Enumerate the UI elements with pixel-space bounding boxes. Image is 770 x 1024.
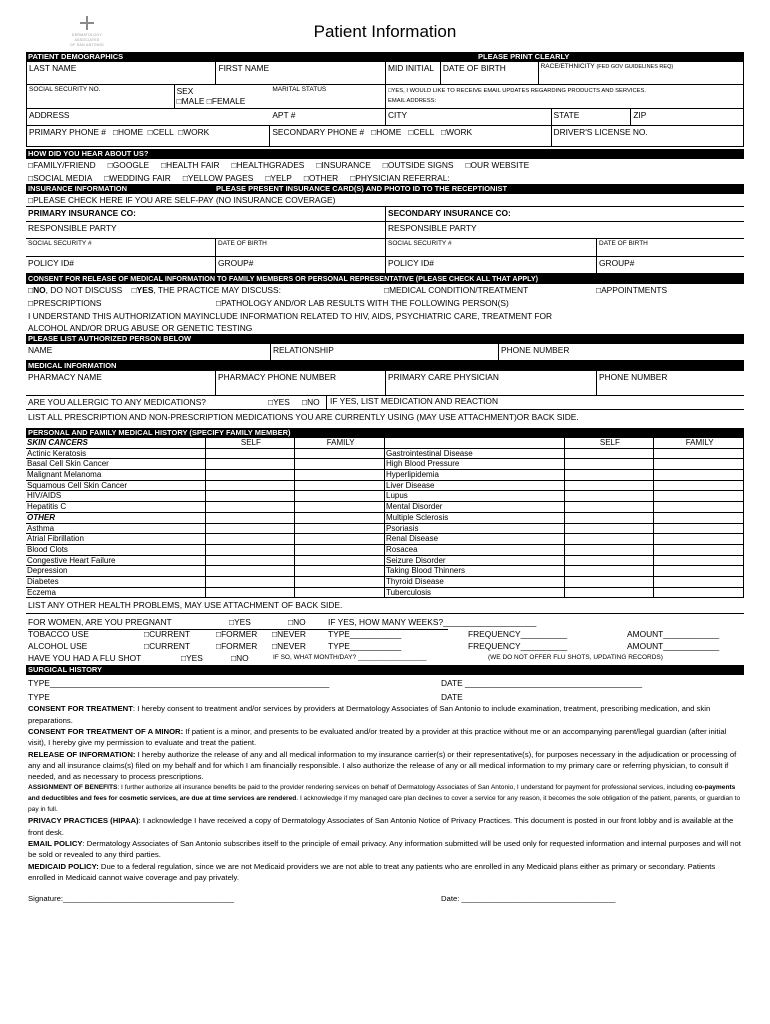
self-checkbox-cell[interactable] xyxy=(206,502,296,513)
family-member-cell[interactable] xyxy=(654,502,744,513)
hear-option-checkbox[interactable]: □ HEALTHGRADES xyxy=(232,160,305,170)
legal-text xyxy=(26,703,744,909)
ssn-field[interactable]: SOCIAL SECURITY NO. xyxy=(29,86,101,93)
history-row xyxy=(26,545,385,556)
family-member-cell[interactable] xyxy=(295,577,385,588)
history-row xyxy=(385,513,744,524)
self-checkbox-cell[interactable] xyxy=(565,491,655,502)
history-row xyxy=(385,481,744,492)
family-member-cell[interactable] xyxy=(295,491,385,502)
allergy-yes-checkbox[interactable]: □ YES xyxy=(268,396,290,409)
authorization-note-2: ALCOHOL AND/OR DRUG ABUSE OR GENETIC TESTING xyxy=(28,323,253,333)
surgery-type-2-field[interactable]: TYPE xyxy=(28,692,50,703)
surgery-date-2-field[interactable]: DATE xyxy=(441,692,463,703)
family-member-cell[interactable] xyxy=(295,449,385,460)
self-checkbox-cell[interactable] xyxy=(565,577,655,588)
tobacco-amount-field[interactable]: AMOUNT____________ xyxy=(627,629,720,640)
pregnant-question: FOR WOMEN, ARE YOU PREGNANT xyxy=(28,617,172,628)
history-row xyxy=(26,481,385,492)
secondary-ssn-field[interactable]: SOCIAL SECURITY # xyxy=(385,239,596,256)
demographics-header xyxy=(26,52,744,62)
family-member-cell[interactable] xyxy=(295,545,385,556)
first-name-field[interactable]: FIRST NAME xyxy=(215,62,385,84)
family-member-cell[interactable] xyxy=(654,566,744,577)
self-checkbox-cell[interactable] xyxy=(206,534,296,545)
history-row xyxy=(385,470,744,481)
family-member-cell[interactable] xyxy=(295,502,385,513)
self-checkbox-cell[interactable] xyxy=(206,556,296,567)
family-member-cell[interactable] xyxy=(654,459,744,470)
marital-status-field[interactable]: MARITAL STATUS xyxy=(272,86,327,93)
pharmacy-name-field[interactable]: PHARMACY NAME xyxy=(28,372,102,382)
hear-option-checkbox[interactable]: □ OUTSIDE SIGNS xyxy=(383,160,454,170)
primary-ssn-field[interactable]: SOCIAL SECURITY # xyxy=(28,240,92,247)
history-row xyxy=(385,534,744,545)
tobacco-frequency-field[interactable]: FREQUENCY__________ xyxy=(468,629,568,640)
surgical-header: SURGICAL HISTORY xyxy=(26,665,744,675)
condition-label: Mental Disorder xyxy=(385,502,565,513)
hear-option-checkbox[interactable]: □ PHYSICIAN REFERRAL: xyxy=(350,173,450,183)
history-right-column xyxy=(385,438,744,598)
condition-label: High Blood Pressure xyxy=(385,459,565,470)
history-row xyxy=(385,545,744,556)
email-updates-checkbox[interactable]: □ YES, I WOULD LIKE TO RECEIVE EMAIL UPDATES REGARDING PRODUCTS AND SERVICES. xyxy=(388,86,741,96)
tobacco-type-field[interactable]: TYPE___________ xyxy=(328,629,402,640)
condition-label: Eczema xyxy=(26,588,206,599)
consent-treatment-paragraph: CONSENT FOR TREATMENT: I hereby consent to treatment and/or services by providers at Dermatology Associates of San Antonio to include examination, treatment, prescribing medication, and skin preparations. xyxy=(28,704,711,725)
condition-label: Renal Disease xyxy=(385,534,565,545)
medicaid-paragraph: MEDICAID POLICY: Due to a federal regulation, since we are not Medicaid providers we are not able to treat any patients who are enrolled in any Medicaid plans either as primary or secondary. Patients enrolled in Medicaid cannot waive coverage and pay privately. xyxy=(28,861,716,882)
history-row xyxy=(385,491,744,502)
hear-header: HOW DID YOU HEAR ABOUT US? xyxy=(26,149,744,159)
prescriptions-checkbox[interactable]: □ PRESCRIPTIONS xyxy=(28,298,101,308)
secondary-cell-checkbox[interactable]: □ CELL xyxy=(408,127,434,137)
pregnant-no-checkbox[interactable]: □ NO xyxy=(288,617,306,627)
medications-list-field[interactable]: LIST ALL PRESCRIPTION AND NON-PRESCRIPTION MEDICATIONS YOU ARE CURRENTLY USING (MAY USE ATTACHMENT)OR BACK SIDE. xyxy=(28,412,579,422)
family-member-cell[interactable] xyxy=(295,566,385,577)
family-member-cell[interactable] xyxy=(295,524,385,535)
appointments-checkbox[interactable]: □ APPOINTMENTS xyxy=(596,285,667,296)
secondary-insurance-field[interactable]: SECONDARY INSURANCE CO: xyxy=(385,207,744,221)
hear-option-checkbox[interactable]: □ OUR WEBSITE xyxy=(465,160,529,170)
condition-label: Multiple Sclerosis xyxy=(385,513,565,524)
self-checkbox-cell[interactable] xyxy=(206,481,296,492)
consent-minor-paragraph: CONSENT FOR TREATMENT OF A MINOR: If patient is a minor, and presents to be evaluated and/or treated by a provider at this practice without me or an accompanying parent/legal guardian (after initial visit), I hereby give my permission to evaluate and treat the patient. xyxy=(28,726,727,748)
condition-group-label: SKIN CANCERS xyxy=(26,438,206,449)
secondary-policy-field[interactable]: POLICY ID# xyxy=(385,257,596,273)
date-field[interactable]: Date: ____________________________________ xyxy=(441,894,616,904)
release-options-row-2 xyxy=(26,297,744,310)
state-field[interactable]: STATE xyxy=(551,109,631,125)
history-row xyxy=(26,459,385,470)
family-member-cell[interactable] xyxy=(295,588,385,599)
hear-options-row-2 xyxy=(26,172,744,184)
flu-date-field[interactable]: IF SO, WHAT MONTH/DAY? ___________________ xyxy=(273,654,427,662)
page-title: Patient Information xyxy=(313,22,457,41)
license-field[interactable]: DRIVER'S LICENSE NO. xyxy=(551,126,743,146)
race-field[interactable]: RACE/ETHNICITY (FED GOV GUIDELINES REQ) xyxy=(538,62,743,84)
family-member-cell[interactable] xyxy=(654,534,744,545)
surgery-type-1-field[interactable]: TYPE____________________________________________________________ xyxy=(28,678,330,689)
condition-label: Squamous Cell Skin Cancer xyxy=(26,481,206,492)
family-member-cell[interactable] xyxy=(654,577,744,588)
authorized-phone-field[interactable]: PHONE NUMBER xyxy=(498,344,744,360)
history-header: PERSONAL AND FAMILY MEDICAL HISTORY (SPECIFY FAMILY MEMBER) xyxy=(26,428,744,438)
signature-row xyxy=(28,889,742,909)
sex-field: SEX □ MALE □ FEMALE xyxy=(174,85,271,108)
family-member-cell[interactable] xyxy=(654,524,744,535)
authorized-header: PLEASE LIST AUTHORIZED PERSON BELOW xyxy=(26,334,744,344)
assignment-paragraph: ASSIGNMENT OF BENEFITS: I further authorize all insurance benefits be paid to the provider rendering services on behalf of Dermatology Associates of San Antonio, I understand for payment for professional services, including co-payments and deductibles and fees for cosmetic services, are due at time services are rendered. I acknowledge if my managed care plan declines to cover a service for any reason, it becomes the sole obligation of the patient, parents, or guardian to pay in full. xyxy=(28,784,741,814)
dob-field[interactable]: DATE OF BIRTH xyxy=(440,62,538,84)
flu-yes-checkbox[interactable]: □ YES xyxy=(181,653,203,663)
male-checkbox[interactable]: □ MALE xyxy=(177,96,205,106)
history-table xyxy=(26,438,744,598)
history-row xyxy=(385,577,744,588)
flu-question: HAVE YOU HAD A FLU SHOT xyxy=(28,653,142,664)
apt-field[interactable]: APT # xyxy=(272,110,296,120)
primary-policy-field[interactable]: POLICY ID# xyxy=(28,258,74,268)
pregnant-yes-checkbox[interactable]: □ YES xyxy=(229,617,251,627)
history-row xyxy=(26,534,385,545)
condition-group-label xyxy=(385,438,565,449)
signature-field[interactable]: Signature:________________________________________ xyxy=(28,894,235,904)
alcohol-former-checkbox[interactable]: □ FORMER xyxy=(216,641,257,651)
surgery-date-1-field[interactable]: DATE ______________________________________ xyxy=(441,678,643,689)
self-checkbox-cell[interactable] xyxy=(565,566,655,577)
history-column-header: SKIN CANCERS SELF FAMILY xyxy=(26,438,385,449)
relationship-field[interactable]: RELATIONSHIP xyxy=(270,344,498,360)
insurance-header: INSURANCE INFORMATION PLEASE PRESENT INSURANCE CARD(S) AND PHOTO ID TO THE RECEPTIONIST xyxy=(26,184,744,194)
family-member-cell[interactable] xyxy=(654,449,744,460)
condition-label: OTHER xyxy=(26,513,206,524)
family-member-cell[interactable] xyxy=(654,588,744,599)
history-row xyxy=(385,449,744,460)
family-member-cell[interactable] xyxy=(654,491,744,502)
hear-option-checkbox[interactable]: □ FAMILY/FRIEND xyxy=(28,160,96,170)
history-row xyxy=(26,566,385,577)
logo-line-3: OF SAN ANTONIO xyxy=(70,43,104,47)
family-member-cell[interactable] xyxy=(654,470,744,481)
last-name-field[interactable]: LAST NAME xyxy=(29,63,77,73)
family-member-cell[interactable] xyxy=(295,459,385,470)
family-member-cell[interactable] xyxy=(295,534,385,545)
medical-header: MEDICAL INFORMATION xyxy=(26,361,744,371)
self-checkbox-cell[interactable] xyxy=(206,513,296,524)
hear-option-checkbox[interactable]: □ GOOGLE xyxy=(108,160,149,170)
authorized-name-field[interactable]: NAME xyxy=(28,345,53,355)
condition-label: Actinic Keratosis xyxy=(26,449,206,460)
alcohol-type-field[interactable]: TYPE___________ xyxy=(328,641,402,652)
family-member-cell[interactable] xyxy=(295,470,385,481)
family-member-cell[interactable] xyxy=(654,556,744,567)
primary-home-checkbox[interactable]: □ HOME xyxy=(113,127,143,137)
self-checkbox-cell[interactable] xyxy=(565,449,655,460)
secondary-group-field[interactable]: GROUP# xyxy=(596,257,744,273)
self-checkbox-cell[interactable] xyxy=(565,470,655,481)
tobacco-former-checkbox[interactable]: □ FORMER xyxy=(216,629,257,639)
history-row xyxy=(26,513,385,524)
hear-options-row-1 xyxy=(26,159,744,172)
self-checkbox-cell[interactable] xyxy=(565,481,655,492)
privacy-paragraph: PRIVACY PRACTICES (HIPAA): I acknowledge I have received a copy of Dermatology Associates of San Antonio Notice of Privacy Practices. This document is posted in our front lobby and is available at the front desk. xyxy=(28,816,734,837)
hear-option-checkbox[interactable]: □ OTHER xyxy=(304,173,338,183)
pcp-phone-field[interactable]: PHONE NUMBER xyxy=(596,371,744,395)
address-field[interactable]: ADDRESS xyxy=(29,110,70,120)
secondary-dob-field[interactable]: DATE OF BIRTH xyxy=(596,239,744,256)
condition-label: Malignant Melanoma xyxy=(26,470,206,481)
email-address-field[interactable]: EMAIL ADDRESS: xyxy=(388,98,437,104)
self-checkbox-cell[interactable] xyxy=(565,502,655,513)
flu-no-checkbox[interactable]: □ NO xyxy=(231,653,249,663)
condition-label: HIV/AIDS xyxy=(26,491,206,502)
history-row xyxy=(26,577,385,588)
primary-cell-checkbox[interactable]: □ CELL xyxy=(148,127,174,137)
release-consent-header: CONSENT FOR RELEASE OF MEDICAL INFORMATION TO FAMILY MEMBERS OR PERSONAL REPRESENTATIVE (PLEASE CHECK ALL THAT APPLY) xyxy=(26,274,744,284)
city-field[interactable]: CITY xyxy=(385,109,551,125)
allergy-question: ARE YOU ALLERGIC TO ANY MEDICATIONS? xyxy=(28,397,206,407)
demographics-label: PATIENT DEMOGRAPHICS xyxy=(28,52,124,61)
email-policy-paragraph: EMAIL POLICY: Dermatology Associates of San Antonio subscribes itself to the principle of email privacy. Any information submitted will be used only for requested information and internal purposes and will not be sold or revealed to any third parties. xyxy=(28,838,741,860)
hear-option-checkbox[interactable]: □ INSURANCE xyxy=(316,160,370,170)
condition-label: Hyperlipidemia xyxy=(385,470,565,481)
condition-label: Diabetes xyxy=(26,577,206,588)
condition-label: Gastrointestinal Disease xyxy=(385,449,565,460)
primary-dob-field[interactable]: DATE OF BIRTH xyxy=(215,239,385,256)
self-checkbox-cell[interactable] xyxy=(565,534,655,545)
may-discuss-checkbox[interactable]: □ YES, THE PRACTICE MAY DISCUSS: xyxy=(132,285,281,295)
history-row xyxy=(385,459,744,470)
family-member-cell[interactable] xyxy=(295,556,385,567)
history-row xyxy=(26,491,385,502)
family-member-cell[interactable] xyxy=(654,513,744,524)
condition-label: Congestive Heart Failure xyxy=(26,556,206,567)
self-checkbox-cell[interactable] xyxy=(206,588,296,599)
pathology-checkbox[interactable]: □ PATHOLOGY AND/OR LAB RESULTS WITH THE FOLLOWING PERSON(S) xyxy=(216,298,509,309)
family-member-cell[interactable] xyxy=(295,513,385,524)
history-row xyxy=(385,566,744,577)
mid-initial-field[interactable]: MID INITIAL xyxy=(385,62,440,84)
release-options-row-1 xyxy=(26,284,744,297)
tobacco-label: TOBACCO USE xyxy=(28,629,89,640)
self-checkbox-cell[interactable] xyxy=(206,459,296,470)
condition-label: Blood Clots xyxy=(26,545,206,556)
email-optin xyxy=(385,85,743,108)
alcohol-label: ALCOHOL USE xyxy=(28,641,88,652)
self-checkbox-cell[interactable] xyxy=(206,491,296,502)
other-health-problems-field[interactable]: LIST ANY OTHER HEALTH PROBLEMS, MAY USE ATTACHMENT OF BACK SIDE. xyxy=(26,598,744,614)
self-checkbox-cell[interactable] xyxy=(206,449,296,460)
history-row xyxy=(26,449,385,460)
self-pay-checkbox[interactable]: □ PLEASE CHECK HERE IF YOU ARE SELF-PAY (NO INSURANCE COVERAGE) xyxy=(26,194,744,206)
logo-line-1: DERMATOLOGY xyxy=(71,33,103,37)
history-row xyxy=(26,470,385,481)
self-checkbox-cell[interactable] xyxy=(565,545,655,556)
condition-label: Rosacea xyxy=(385,545,565,556)
self-checkbox-cell[interactable] xyxy=(206,470,296,481)
pcp-field[interactable]: PRIMARY CARE PHYSICIAN xyxy=(385,371,596,395)
hear-option-checkbox[interactable]: □ YELLOW PAGES xyxy=(183,173,254,183)
family-member-cell[interactable] xyxy=(295,481,385,492)
hear-option-checkbox[interactable]: □ WEDDING FAIR xyxy=(104,173,170,183)
family-member-cell[interactable] xyxy=(654,481,744,492)
medical-condition-checkbox[interactable]: □ MEDICAL CONDITION/TREATMENT xyxy=(384,285,528,296)
history-row xyxy=(26,524,385,535)
release-info-paragraph: RELEASE OF INFORMATION: I hereby authorize the release of any and all medical information to my insurance carrier(s) or their representative(s), for purposes necessary in the adjudication or processing of any and all insurance claims(s) filed on my behalf and for which I am financially responsible. I also authorize the release of any or all medical information to my primary care or referring physician, to consult if needed, and as necessary to process prescriptions. xyxy=(28,749,737,782)
patient-form xyxy=(26,52,744,909)
logo-line-2: ASSOCIATES xyxy=(74,38,100,42)
self-checkbox-cell[interactable] xyxy=(206,524,296,535)
self-checkbox-cell[interactable] xyxy=(565,513,655,524)
female-checkbox[interactable]: □ FEMALE xyxy=(207,96,246,106)
condition-label: Basal Cell Skin Cancer xyxy=(26,459,206,470)
history-row xyxy=(385,524,744,535)
condition-label: Taking Blood Thinners xyxy=(385,566,565,577)
do-not-discuss-checkbox[interactable]: □ NO, DO NOT DISCUSS xyxy=(28,285,122,295)
condition-label: Hepatitis C xyxy=(26,502,206,513)
condition-label: Lupus xyxy=(385,491,565,502)
allergy-reaction-field[interactable]: IF YES, LIST MEDICATION AND REACTION xyxy=(326,396,498,409)
self-checkbox-cell[interactable] xyxy=(565,459,655,470)
allergy-no-checkbox[interactable]: □ NO xyxy=(302,396,320,409)
hear-option-checkbox[interactable]: □ HEALTH FAIR xyxy=(161,160,219,170)
primary-group-field[interactable]: GROUP# xyxy=(215,257,385,273)
surgical-section xyxy=(26,675,744,703)
alcohol-frequency-field[interactable]: FREQUENCY__________ xyxy=(468,641,568,652)
hear-option-checkbox[interactable]: □ YELP xyxy=(265,173,291,183)
lifestyle-section xyxy=(26,617,744,669)
family-member-cell[interactable] xyxy=(654,545,744,556)
condition-label: Thyroid Disease xyxy=(385,577,565,588)
pharmacy-phone-field[interactable]: PHARMACY PHONE NUMBER xyxy=(215,371,385,395)
condition-label: Depression xyxy=(26,566,206,577)
history-column-header: SELF FAMILY xyxy=(385,438,744,449)
alcohol-amount-field[interactable]: AMOUNT____________ xyxy=(627,641,720,652)
history-row xyxy=(385,502,744,513)
condition-label: Asthma xyxy=(26,524,206,535)
history-row xyxy=(385,556,744,567)
history-row xyxy=(26,556,385,567)
condition-label: Liver Disease xyxy=(385,481,565,492)
self-checkbox-cell[interactable] xyxy=(206,577,296,588)
self-checkbox-cell[interactable] xyxy=(565,524,655,535)
self-checkbox-cell[interactable] xyxy=(206,545,296,556)
tobacco-current-checkbox[interactable]: □ CURRENT xyxy=(144,629,190,639)
alcohol-current-checkbox[interactable]: □ CURRENT xyxy=(144,641,190,651)
history-row xyxy=(385,588,744,599)
self-checkbox-cell[interactable] xyxy=(565,556,655,567)
condition-label: Atrial Fibrillation xyxy=(26,534,206,545)
primary-insurance-field[interactable]: PRIMARY INSURANCE CO: xyxy=(28,208,136,218)
authorization-note: I UNDERSTAND THIS AUTHORIZATION MAYINCLUDE INFORMATION RELATED TO HIV, AIDS, PSYCHIATRIC CARE, TREATMENT FOR xyxy=(28,311,553,321)
self-checkbox-cell[interactable] xyxy=(565,588,655,599)
print-clearly-label: PLEASE PRINT CLEARLY xyxy=(478,52,570,61)
secondary-responsible-field[interactable]: RESPONSIBLE PARTY xyxy=(385,222,744,238)
secondary-work-checkbox[interactable]: □ WORK xyxy=(441,127,472,137)
condition-label: Psoriasis xyxy=(385,524,565,535)
condition-label: Seizure Disorder xyxy=(385,556,565,567)
condition-label: Tuberculosis xyxy=(385,588,565,599)
flu-note: (WE DO NOT OFFER FLU SHOTS, UPDATING RECORDS) xyxy=(488,654,663,662)
secondary-phone-field[interactable]: SECONDARY PHONE # □ HOME □ CELL □ WORK xyxy=(270,126,550,146)
alcohol-never-checkbox[interactable]: □ NEVER xyxy=(272,641,306,651)
primary-work-checkbox[interactable]: □ WORK xyxy=(178,127,209,137)
history-row xyxy=(26,588,385,599)
primary-phone-field[interactable]: PRIMARY PHONE # □ HOME □ CELL □ WORK xyxy=(27,126,270,146)
self-checkbox-cell[interactable] xyxy=(206,566,296,577)
history-left-column xyxy=(26,438,385,598)
primary-responsible-field[interactable]: RESPONSIBLE PARTY xyxy=(28,223,117,233)
secondary-home-checkbox[interactable]: □ HOME xyxy=(371,127,401,137)
hear-option-checkbox[interactable]: □ SOCIAL MEDIA xyxy=(28,173,92,183)
history-row xyxy=(26,502,385,513)
tobacco-never-checkbox[interactable]: □ NEVER xyxy=(272,629,306,639)
weeks-field[interactable]: IF YES, HOW MANY WEEKS?____________________ xyxy=(328,617,537,628)
zip-field[interactable]: ZIP xyxy=(630,109,743,125)
